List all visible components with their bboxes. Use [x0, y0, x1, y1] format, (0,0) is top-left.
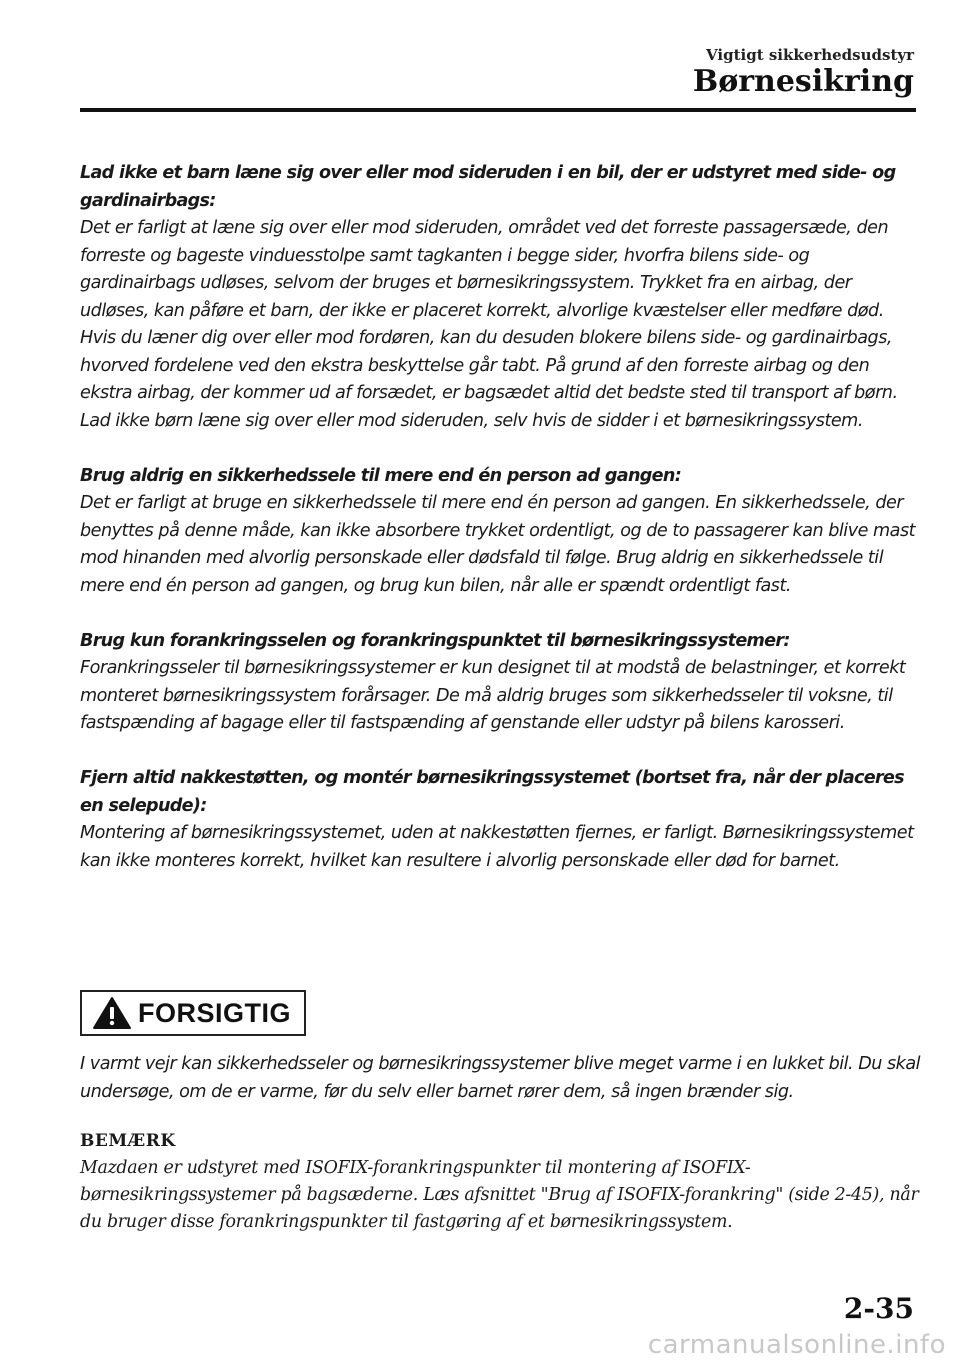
- watermark: carmanualsonline.info: [647, 1330, 946, 1360]
- warning-heading: Brug kun forankringsselen og forankringspunktet til børnesikringssystemer:: [80, 630, 790, 651]
- warning-body: Det er farligt at bruge en sikkerhedssele til mere end én person ad gangen. En sikkerhedssele, der benyttes på denne måde, kan ikke absorbere trykket ordentligt, og de to passagerer kan blive mast mod hinanden med alvorlig personskade eller dødsfald til følge. Brug aldrig en sikkerhedssele til mere end én person ad gangen, og brug kun bilen, når alle er spændt ordentligt fast.: [80, 493, 916, 596]
- caution-label: FORSIGTIG: [138, 997, 291, 1028]
- warning-block-side-airbags: [80, 160, 920, 435]
- warning-body: Det er farligt at læne sig over eller mod sideruden, området ved det forreste passagersæde, den forreste og bageste vinduesstolpe samt tagkanten i begge sider, hvorfra bilens side- og gardinairbags udløses, selvom der bruges et børnesikringssystem. Trykket fra en airbag, der udløses, kan påføre et barn, der ikke er placeret korrekt, alvorlige kvæstelser eller medføre død. Hvis du læner dig over eller mod fordøren, kan du desuden blokere bilens side- og gardinairbags, hvorved fordelene ved den ekstra beskyttelse går tabt. På grund af den forreste airbag og den ekstra airbag, der kommer ud af forsædet, er bagsædet altid det bedste sted til transport af børn. Lad ikke børn læne sig over eller mod sideruden, selv hvis de sidder i et børnesikringssystem.: [80, 218, 898, 431]
- warning-body: Forankringsseler til børnesikringssystemer er kun designet til at modstå de belastninger, et korrekt monteret børnesikringssystem forårsager. De må aldrig bruges som sikkerhedsseler til voksne, til fastspænding af bagage eller til fastspænding af genstande eller udstyr på bilens karosseri.: [80, 658, 906, 733]
- warning-block-headrest: [80, 765, 920, 875]
- warning-block-seatbelt: [80, 463, 920, 601]
- caution-text: I varmt vejr kan sikkerhedsseler og børnesikringssystemer blive meget varme i en lukket bil. Du skal undersøge, om de er varme, før du selv eller barnet rører dem, så ingen brænder sig.: [80, 1054, 921, 1102]
- warning-body: Montering af børnesikringssystemet, uden at nakkestøtten fjernes, er farligt. Børnesikringssystemet kan ikke monteres korrekt, hvilket kan resultere i alvorlig personskade eller død for barnet.: [80, 823, 914, 871]
- warning-block-tether: [80, 628, 920, 738]
- note-block: [80, 1128, 930, 1236]
- section-title: Vigtigt sikkerhedsudstyr: [706, 46, 914, 64]
- warning-content: [80, 160, 920, 903]
- page-title: Børnesikring: [692, 64, 914, 99]
- header-divider: [80, 108, 916, 112]
- warning-heading: Lad ikke et barn læne sig over eller mod sideruden i en bil, der er udstyret med side- og gardinairbags:: [80, 163, 896, 211]
- page-number: 2-35: [843, 1292, 914, 1325]
- warning-triangle-icon: [92, 996, 132, 1030]
- warning-heading: Brug aldrig en sikkerhedssele til mere end én person ad gangen:: [80, 465, 682, 486]
- note-text: Mazdaen er udstyret med ISOFIX-forankringspunkter til montering af ISOFIX-børnesikringssystemer på bagsæderne. Læs afsnittet "Brug af ISOFIX-forankring" (side 2-45), når du bruger disse forankringspunkter til fastgøring af et børnesikringssystem.: [80, 1158, 919, 1232]
- note-heading: BEMÆRK: [80, 1131, 176, 1151]
- caution-label-box: [80, 990, 306, 1036]
- warning-heading: Fjern altid nakkestøtten, og montér børnesikringssystemet (bortset fra, når der placeres en selepude):: [80, 768, 904, 816]
